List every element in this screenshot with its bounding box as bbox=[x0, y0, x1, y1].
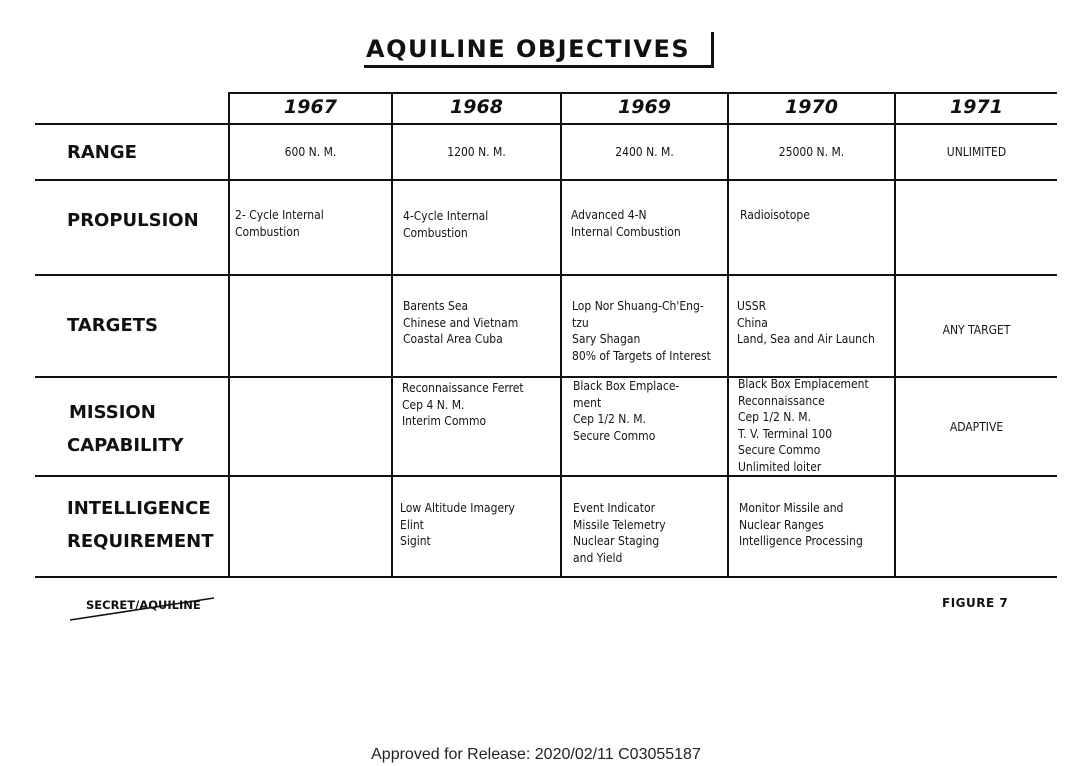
mission-cell-1971: ADAPTIVE bbox=[949, 420, 1004, 434]
range-cell-1970: 25000 N. M. bbox=[778, 145, 845, 159]
intelligence-cell-1970: Monitor Missile and Nuclear Ranges Intelligence Processing bbox=[739, 501, 863, 548]
table-rule bbox=[35, 576, 1057, 578]
range-cell-1971: UNLIMITED bbox=[946, 145, 1007, 159]
row-label-range: RANGE bbox=[67, 142, 137, 163]
row-label-requirement: REQUIREMENT bbox=[67, 531, 214, 552]
table-rule bbox=[35, 274, 1057, 276]
year-header-1968: 1968 bbox=[450, 96, 503, 118]
figure-label: FIGURE 7 bbox=[942, 596, 1009, 610]
mission-cell-1968: Reconnaissance Ferret Cep 4 N. M. Interim Commo bbox=[402, 381, 524, 428]
row-label-intelligence: INTELLIGENCE bbox=[67, 498, 211, 519]
targets-cell-1971: ANY TARGET bbox=[942, 323, 1011, 337]
strikethrough-mark bbox=[68, 594, 216, 624]
range-cell-1969: 2400 N. M. bbox=[615, 145, 674, 159]
classification-marking: SECRET/AQUILINE bbox=[86, 598, 201, 612]
year-header-1967: 1967 bbox=[284, 96, 337, 118]
propulsion-cell-1968: 4-Cycle Internal Combustion bbox=[403, 209, 489, 240]
targets-cell-1970: USSR China Land, Sea and Air Launch bbox=[737, 299, 875, 346]
table-rule bbox=[391, 92, 393, 578]
release-stamp: Approved for Release: 2020/02/11 C03055187 bbox=[371, 746, 701, 763]
row-label-capability: CAPABILITY bbox=[67, 435, 184, 456]
row-label-mission: MISSION bbox=[69, 402, 156, 423]
mission-cell-1970: Black Box Emplacement Reconnaissance Cep 1/2 N. M. T. V. Terminal 100 Secure Commo Unlimited loiter bbox=[738, 377, 869, 474]
objectives-table bbox=[35, 92, 1057, 578]
table-rule bbox=[228, 92, 1057, 94]
range-cell-1967: 600 N. M. bbox=[284, 145, 337, 159]
propulsion-cell-1969: Advanced 4-N Internal Combustion bbox=[571, 208, 681, 239]
intelligence-cell-1968: Low Altitude Imagery Elint Sigint bbox=[400, 501, 515, 548]
propulsion-cell-1967: 2- Cycle Internal Combustion bbox=[235, 208, 324, 239]
targets-cell-1969: Lop Nor Shuang-Ch'Eng- tzu Sary Shagan 80% of Targets of Interest bbox=[572, 299, 711, 363]
table-rule bbox=[35, 123, 1057, 125]
row-label-propulsion: PROPULSION bbox=[67, 210, 199, 231]
page-title: AQUILINE OBJECTIVES bbox=[364, 32, 714, 68]
year-header-1970: 1970 bbox=[785, 96, 838, 118]
table-rule bbox=[727, 92, 729, 578]
targets-cell-1968: Barents Sea Chinese and Vietnam Coastal Area Cuba bbox=[403, 299, 519, 346]
year-header-1971: 1971 bbox=[950, 96, 1003, 118]
table-rule bbox=[560, 92, 562, 578]
intelligence-cell-1969: Event Indicator Missile Telemetry Nuclear Staging and Yield bbox=[573, 501, 666, 565]
table-rule bbox=[228, 92, 230, 578]
mission-cell-1969: Black Box Emplace- ment Cep 1/2 N. M. Secure Commo bbox=[573, 379, 680, 443]
table-rule bbox=[35, 475, 1057, 477]
propulsion-cell-1970: Radioisotope bbox=[740, 208, 810, 222]
table-rule bbox=[35, 376, 1057, 378]
year-header-1969: 1969 bbox=[618, 96, 671, 118]
row-label-targets: TARGETS bbox=[67, 315, 158, 336]
table-rule bbox=[35, 179, 1057, 181]
range-cell-1968: 1200 N. M. bbox=[447, 145, 506, 159]
